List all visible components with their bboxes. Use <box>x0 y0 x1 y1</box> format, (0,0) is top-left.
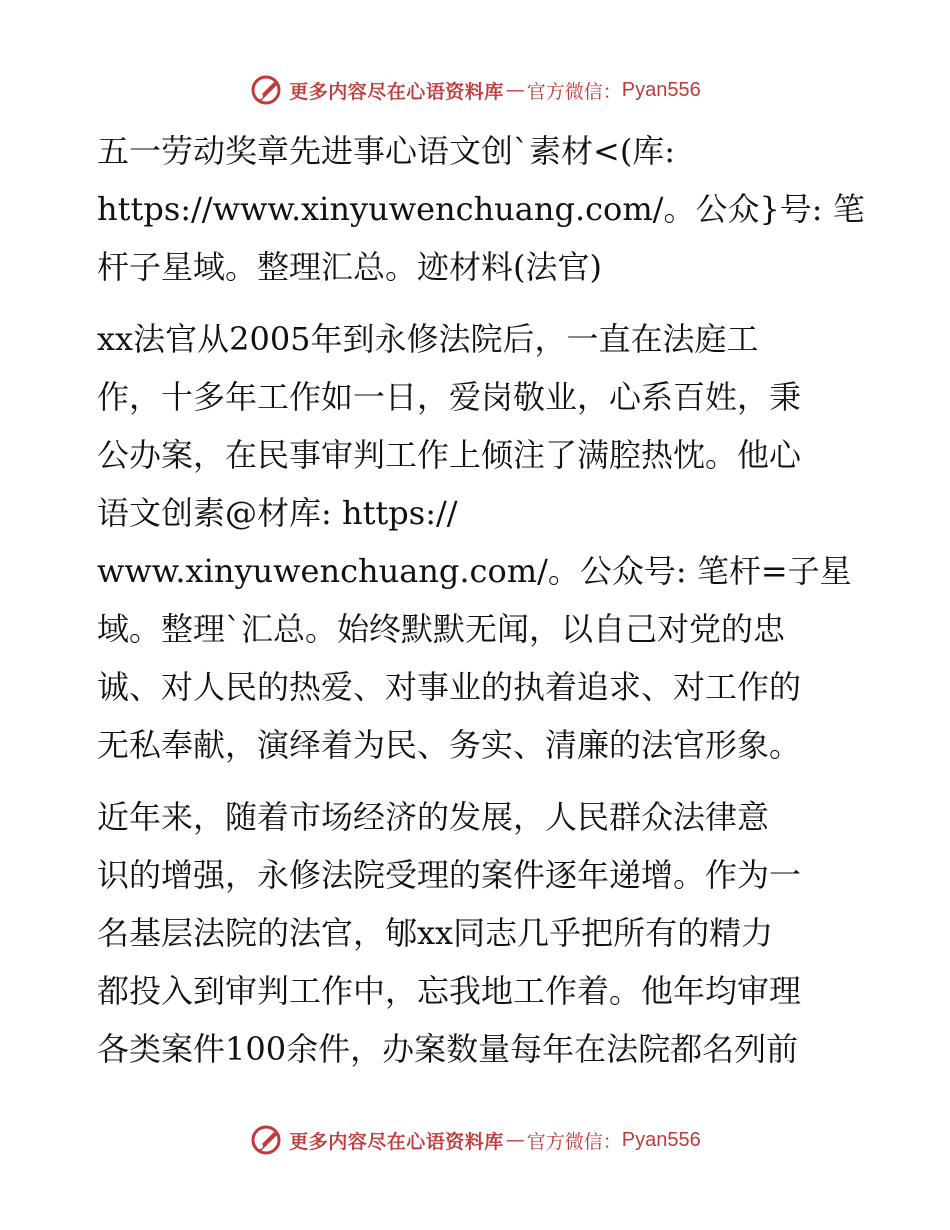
text-line: 域。整理`汇总。始终默默无闻，以自己对党的忠 <box>97 610 786 648</box>
watermark-separator: — <box>505 1129 525 1151</box>
text-line: 都投入到审判工作中，忘我地工作着。他年均审理 <box>97 972 802 1010</box>
text-line: 近年来，随着市场经济的发展，人民群众法律意 <box>97 798 770 836</box>
text-line: 作，十多年工作如一日，爱岗敬业，心系百姓，秉 <box>97 378 802 416</box>
watermark-wechat-id: Pyan556 <box>621 1128 701 1151</box>
text-line: 杆子星域。整理汇总。迹材料(法官) <box>97 248 602 286</box>
text-line: xx法官从2005年到永修法院后，一直在法庭工 <box>97 320 759 358</box>
watermark-brand: 更多内容尽在心语资料库 <box>289 80 504 103</box>
paragraph-2 <box>97 310 857 774</box>
watermark-brand: 更多内容尽在心语资料库 <box>289 1130 504 1153</box>
text-line: 无私奉献，演绎着为民、务实、清廉的法官形象。 <box>97 726 802 764</box>
footer-watermark <box>0 1120 950 1160</box>
text-line: 名基层法院的法官，郇xx同志几乎把所有的精力 <box>97 914 774 952</box>
brush-pen-logo-icon <box>249 73 283 107</box>
text-line: 公办案，在民事审判工作上倾注了满腔热忱。他心 <box>97 436 802 474</box>
watermark-label: 官方微信： <box>526 1130 622 1153</box>
text-line: 识的增强，永修法院受理的案件逐年递增。作为一 <box>97 856 802 894</box>
watermark-label: 官方微信： <box>526 80 622 103</box>
paragraph-1 <box>97 122 865 296</box>
text-line: 五一劳动奖章先进事心语文创`素材<(库: <box>97 132 676 170</box>
text-line: 各类案件100余件，办案数量每年在法院都名列前 <box>97 1030 799 1068</box>
paragraph-3 <box>97 788 857 1078</box>
watermark-separator: — <box>505 79 525 101</box>
text-line: 诚、对人民的热爱、对事业的执着追求、对工作的 <box>97 668 802 706</box>
document-body <box>97 122 865 1092</box>
text-line: https://www.xinyuwenchuang.com/。公众}号: 笔 <box>97 190 865 228</box>
watermark-wechat-id: Pyan556 <box>621 78 701 101</box>
header-watermark <box>0 70 950 110</box>
text-line: www.xinyuwenchuang.com/。公众号: 笔杆=子星 <box>97 552 852 590</box>
brush-pen-logo-icon <box>249 1123 283 1157</box>
text-line: 语文创素@材库: https:// <box>97 494 458 532</box>
